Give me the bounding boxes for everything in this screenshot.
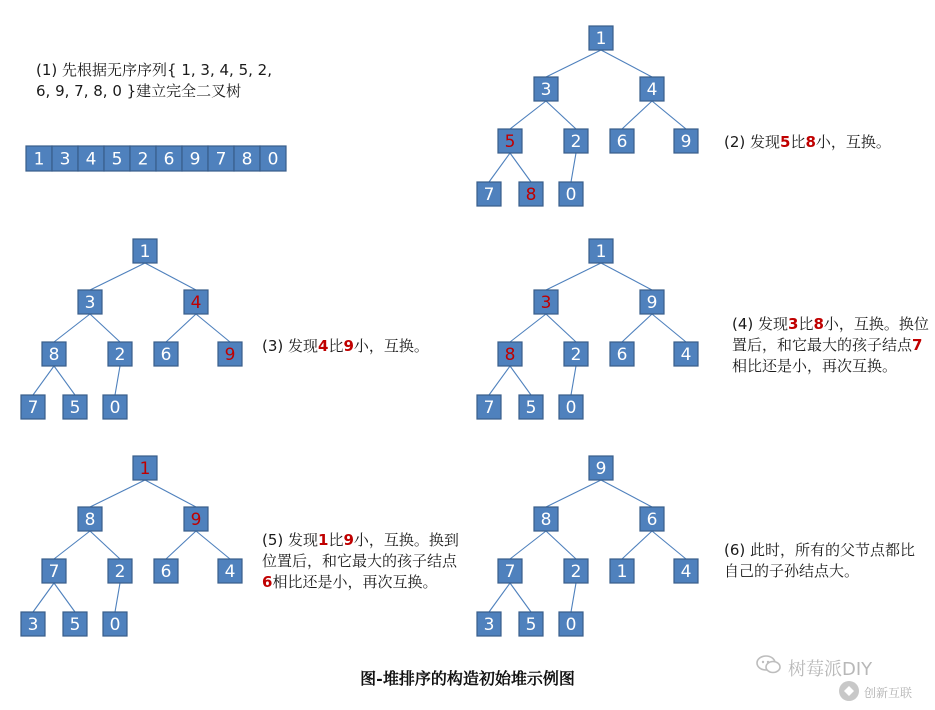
tree-node [184,290,208,314]
tree-node-value: 6 [616,345,628,365]
tree-node [498,129,522,153]
tree-node [589,456,613,480]
tree-node-value: 9 [190,510,202,530]
tree-node-value: 2 [570,562,582,582]
tree-node-value: 1 [139,459,151,479]
tree-node-value: 4 [190,293,202,313]
tree-node [589,239,613,263]
tree-node [674,129,698,153]
caption-step-4: (4) 发现3比8小，互换。换位置后，和它最大的孩子结点7相比还是小，再次互换。 [732,315,929,375]
array-cell-value: 6 [163,149,175,170]
tree-2 [477,26,698,206]
tree-node-value: 0 [109,615,121,635]
tree-4 [477,239,698,419]
tree-edge [571,366,576,395]
tree-edge [90,480,145,507]
tree-node [674,559,698,583]
tree-node [218,559,242,583]
figure-title: 图-堆排序的构造初始堆示例图 [360,669,575,688]
tree-node-value: 8 [84,510,96,530]
tree-node [21,612,45,636]
tree-node [42,559,66,583]
tree-node [610,342,634,366]
tree-edge [115,366,120,395]
tree-node-value: 9 [595,459,607,479]
tree-edge [546,50,601,77]
tree-node-value: 2 [114,562,126,582]
tree-node-value: 6 [616,132,628,152]
array-cell-value: 5 [111,149,123,170]
tree-node-value: 1 [595,242,607,262]
tree-node [63,612,87,636]
tree-edge [115,583,120,612]
array-cell-value: 3 [59,149,71,170]
tree-node [674,342,698,366]
tree-node [78,507,102,531]
tree-node [103,395,127,419]
tree-edge [489,153,510,182]
array-cell-value: 7 [215,149,227,170]
array-cell [26,146,52,171]
tree-node [184,507,208,531]
tree-node-value: 1 [616,562,628,582]
array-cell [78,146,104,171]
tree-node [610,559,634,583]
tree-node-value: 7 [27,398,39,418]
tree-node [63,395,87,419]
tree-edge [622,101,652,129]
tree-node [477,395,501,419]
tree-node-value: 2 [570,345,582,365]
tree-edge [196,531,230,559]
watermark-chuangxin [838,680,912,705]
tree-node-value: 3 [540,80,552,100]
tree-node-value: 7 [483,185,495,205]
tree-node-value: 5 [504,132,516,152]
tree-edge [622,314,652,342]
tree-node-value: 3 [540,293,552,313]
tree-edge [601,50,652,77]
caption-step-1: (1) 先根据无序序列{ 1, 3, 4, 5, 2, 6, 9, 7, 8, 0 }建立完全二叉树 [36,61,277,100]
tree-node [519,395,543,419]
caption-step-5: (5) 发现1比9小，互换。换到位置后，和它最大的孩子结点6相比还是小，再次互换。 [262,531,459,591]
tree-edge [546,314,576,342]
tree-node [519,182,543,206]
tree-node-value: 4 [680,562,692,582]
tree-node [78,290,102,314]
tree-node [477,182,501,206]
tree-node [640,507,664,531]
array-cell [104,146,130,171]
tree-node [534,77,558,101]
tree-node-value: 1 [139,242,151,262]
tree-node-value: 2 [114,345,126,365]
tree-node [589,26,613,50]
array-cell [260,146,286,171]
tree-node [42,342,66,366]
tree-edge [510,531,546,559]
caption-step-6: (6) 此时，所有的父节点都比自己的子孙结点大。 [724,541,916,580]
tree-edge [510,314,546,342]
tree-node [519,612,543,636]
tree-node-value: 6 [160,562,172,582]
tree-edge [54,583,75,612]
tree-node-value: 2 [570,132,582,152]
tree-edge [601,263,652,290]
tree-node [564,129,588,153]
tree-edge [510,366,531,395]
tree-node-value: 0 [109,398,121,418]
tree-node-value: 9 [680,132,692,152]
tree-edge [622,531,652,559]
tree-node-value: 5 [525,615,537,635]
tree-node-value: 8 [540,510,552,530]
tree-edge [90,314,120,342]
tree-node [218,342,242,366]
tree-node [154,559,178,583]
tree-node [640,290,664,314]
tree-node [498,342,522,366]
tree-edge [652,531,686,559]
tree-node [133,239,157,263]
tree-node-value: 9 [224,345,236,365]
array-cell-value: 4 [85,149,97,170]
tree-edge [54,531,90,559]
tree-6 [477,456,698,636]
tree-node-value: 0 [565,615,577,635]
tree-node-value: 5 [525,398,537,418]
tree-node-value: 3 [27,615,39,635]
tree-node-value: 7 [483,398,495,418]
tree-node [133,456,157,480]
caption-step-3: (3) 发现4比9小，互换。 [262,337,429,355]
tree-5 [21,456,242,636]
tree-node-value: 7 [48,562,60,582]
tree-edge [601,480,652,507]
array-cell [208,146,234,171]
array-cell-value: 1 [33,149,45,170]
tree-edge [145,480,196,507]
tree-node-value: 6 [646,510,658,530]
tree-node-value: 4 [224,562,236,582]
tree-node [21,395,45,419]
tree-edge [90,531,120,559]
tree-edge [33,583,54,612]
tree-edge [90,263,145,290]
tree-edge [196,314,230,342]
tree-edge [510,101,546,129]
tree-edge [33,366,54,395]
tree-node [564,559,588,583]
array-cell [52,146,78,171]
tree-node [498,559,522,583]
array-cell-value: 0 [267,149,279,170]
tree-node-value: 8 [48,345,60,365]
tree-node-value: 9 [646,293,658,313]
tree-edge [652,314,686,342]
tree-node [559,182,583,206]
array-cell [130,146,156,171]
wechat-icon [756,654,782,681]
tree-node [559,395,583,419]
tree-edge [546,531,576,559]
tree-edge [489,366,510,395]
array-cell [156,146,182,171]
tree-edge [54,314,90,342]
tree-node [154,342,178,366]
tree-node [610,129,634,153]
tree-node-value: 3 [483,615,495,635]
array-cell-value: 8 [241,149,253,170]
array-cell [182,146,208,171]
array-strip [26,146,286,171]
tree-edge [510,153,531,182]
tree-edge [166,531,196,559]
chuangxin-logo-icon [838,680,860,705]
tree-node [108,559,132,583]
tree-node-value: 5 [69,398,81,418]
tree-3 [21,239,242,419]
tree-edge [571,583,576,612]
tree-node [534,290,558,314]
tree-edge [546,263,601,290]
array-cell-value: 9 [189,149,201,170]
array-cell [234,146,260,171]
tree-node-value: 1 [595,29,607,49]
tree-node [477,612,501,636]
tree-edge [166,314,196,342]
tree-node [559,612,583,636]
watermark-text-1: 树莓派DIY [788,658,873,680]
array-cell-value: 2 [137,149,149,170]
tree-edge [54,366,75,395]
tree-node-value: 8 [525,185,537,205]
tree-node-value: 0 [565,398,577,418]
tree-edge [145,263,196,290]
tree-node [108,342,132,366]
tree-node-value: 4 [646,80,658,100]
tree-edge [510,583,531,612]
watermark-text-2: 创新互联 [864,686,913,700]
tree-node-value: 0 [565,185,577,205]
watermark-wechat [756,654,872,681]
tree-node-value: 5 [69,615,81,635]
tree-node [103,612,127,636]
tree-node-value: 3 [84,293,96,313]
tree-edge [546,480,601,507]
tree-node [640,77,664,101]
caption-step-2: (2) 发现5比8小，互换。 [724,133,891,151]
tree-node-value: 4 [680,345,692,365]
tree-edge [489,583,510,612]
tree-edge [571,153,576,182]
tree-node-value: 7 [504,562,516,582]
tree-node-value: 6 [160,345,172,365]
tree-edge [546,101,576,129]
tree-node [534,507,558,531]
tree-node [564,342,588,366]
tree-node-value: 8 [504,345,516,365]
tree-edge [652,101,686,129]
